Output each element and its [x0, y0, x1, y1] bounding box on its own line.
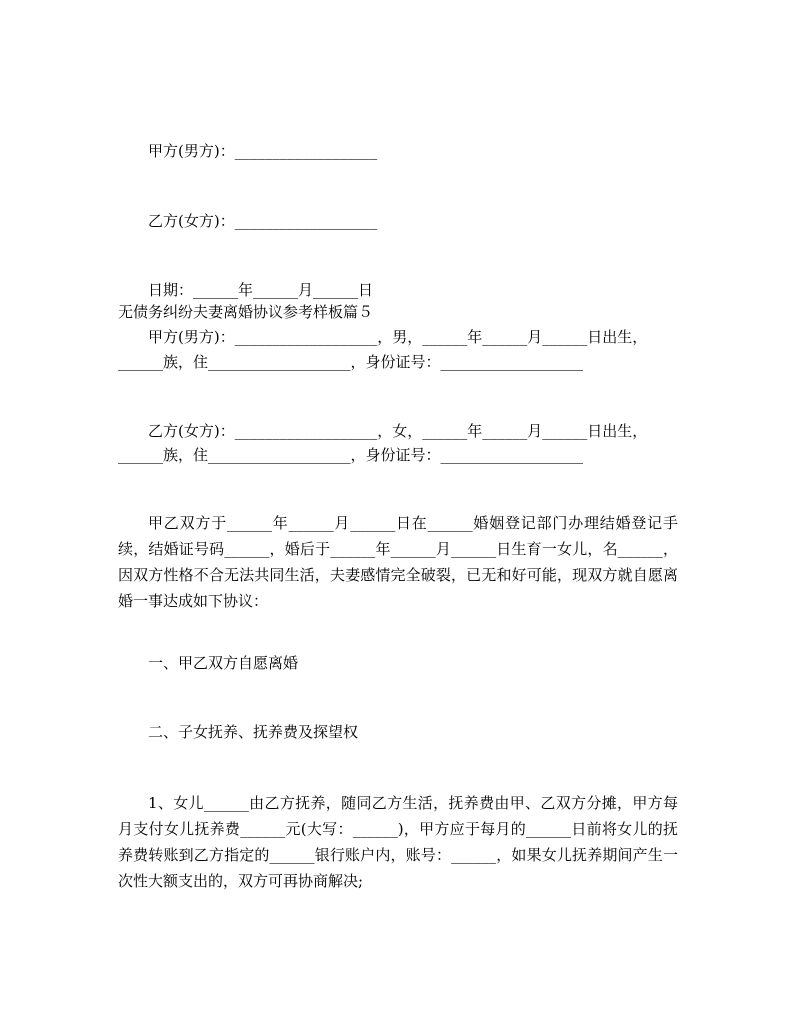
party-b-info-line-2: ______族，住___________________，身份证号：___________________: [118, 446, 584, 464]
signature-party-b: 乙方(女方)：___________________: [148, 212, 378, 230]
section-title: 无债务纠纷夫妻离婚协议参考样板篇５: [118, 303, 374, 321]
clause-2-item-1: 1、女儿______由乙方抚养，随同乙方生活，抚养费由甲、乙双方分摊，甲方每月支付女儿抚养费______元(大写：______)，甲方应于每月的______日前将女儿的抚养费转账到乙方指定的______银行账户内，账号：______，如果女儿抚养期间产生一次性大额支出的，双方可再协商解决;: [118, 794, 678, 890]
signature-date: 日期：______年______月______日: [148, 281, 374, 299]
party-b-info-line-1: 乙方(女方)：___________________，女，______年______月______日出生，: [148, 422, 648, 440]
signature-party-a: 甲方(男方)：___________________: [148, 142, 378, 160]
clause-2-heading: 二、子女抚养、抚养费及探望权: [148, 723, 359, 741]
party-a-info-line-2: ______族，住___________________，身份证号：___________________: [118, 353, 584, 371]
party-a-info-line-1: 甲方(男方)：___________________，男，______年______月______日出生，: [148, 328, 648, 346]
clause-1-heading: 一、甲乙双方自愿离婚: [148, 654, 299, 672]
intro-paragraph: 甲乙双方于______年______月______日在______婚姻登记部门办理结婚登记手续，结婚证号码______，婚后于______年______月______日生育一女儿，名______，因双方性格不合无法共同生活，夫妻感情完全破裂，已无和好可能，现双方就自愿离婚一事达成如下协议：: [118, 514, 678, 610]
